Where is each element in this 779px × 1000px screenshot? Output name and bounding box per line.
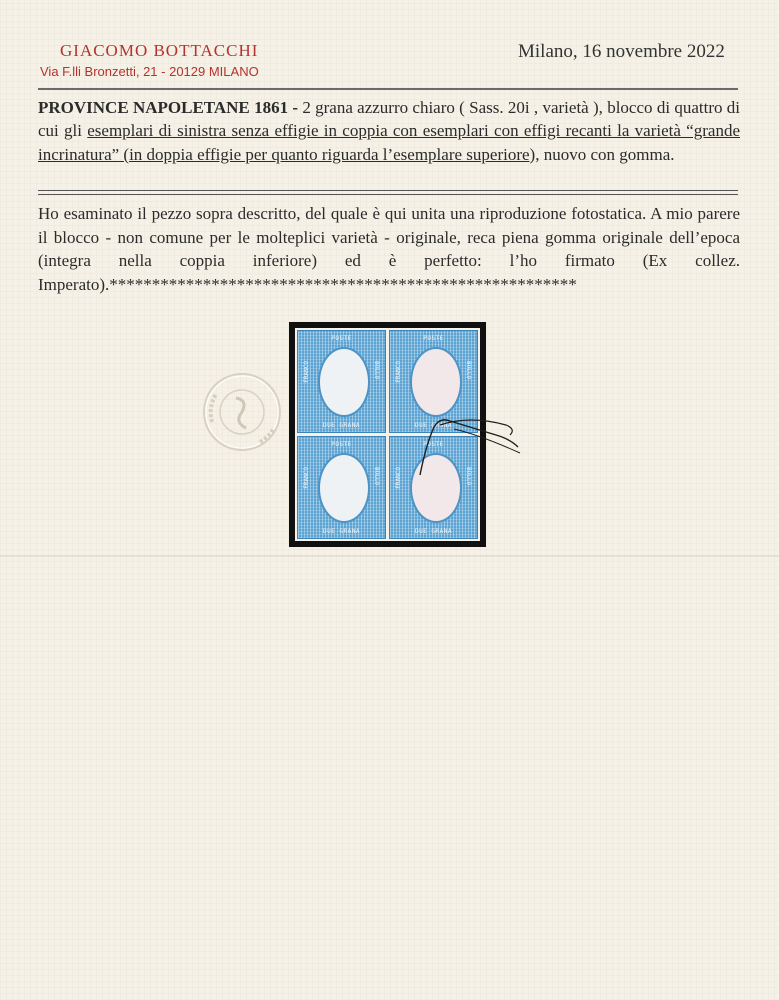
stamp-top-label: POSTE [423, 441, 444, 448]
description-part2: nuovo con gomma. [539, 144, 675, 164]
stamp-bottom-label: DUE GRANA [322, 422, 360, 429]
stamp-bottom-label: DUE GRANA [414, 528, 452, 535]
double-rule-top [38, 190, 738, 191]
stamp-bottom-left [297, 436, 386, 539]
stamp-top-label: POSTE [423, 335, 444, 342]
stamp-right-label: BOLLO [373, 467, 380, 486]
description-underlined: esemplari di sinistra senza effigie in coppia con esemplari con effigi recanti la varietà “grande incrinatura” (in doppia effigie per quanto riguarda l’esemplare superiore), [38, 121, 740, 164]
stamp-top-label: POSTE [331, 335, 352, 342]
stamp-effigy-oval [318, 453, 370, 523]
item-description [38, 96, 740, 166]
stamp-effigy-oval [318, 347, 370, 417]
expert-opinion: Ho esaminato il pezzo sopra descritto, del quale è qui unita una riproduzione fotostatica. A mio parere il blocco - non comune per le molteplici varietà - originale, reca piena gomma originale dell’epoca (integra nella coppia inferiore) ed è perfetto: l’ho firmato (Ex collez. Imperato).******************************************************* [38, 204, 740, 294]
stamp-top-left [297, 330, 386, 433]
stamp-left-label: FRANCO [395, 467, 402, 489]
embossed-seal [200, 370, 284, 454]
expert-signature [400, 405, 530, 485]
stamp-right-label: BOLLO [465, 361, 472, 380]
stamp-right-label: BOLLO [465, 467, 472, 486]
certificate-date: Milano, 16 novembre 2022 [518, 41, 725, 62]
stamp-top-label: POSTE [331, 441, 352, 448]
double-rule-bottom [38, 194, 738, 195]
header-rule [38, 88, 738, 90]
expert-name: GIACOMO BOTTACCHI [60, 41, 259, 60]
stamp-left-label: FRANCO [395, 361, 402, 383]
description-lead: PROVINCE NAPOLETANE 1861 - [38, 98, 299, 117]
description-part1: 2 grana azzurro chiaro ( Sass. 20i , varietà ), blocco di quattro di cui gli [38, 98, 741, 141]
stamp-right-label: BOLLO [373, 361, 380, 380]
stamp-left-label: FRANCO [303, 361, 310, 383]
expert-address: Via F.lli Bronzetti, 21 - 20129 MILANO [40, 64, 259, 79]
paper-fold-line [0, 555, 779, 557]
stamp-bottom-label: DUE GRANA [414, 422, 452, 429]
stamp-left-label: FRANCO [303, 467, 310, 489]
stamp-bottom-label: DUE GRANA [322, 528, 360, 535]
